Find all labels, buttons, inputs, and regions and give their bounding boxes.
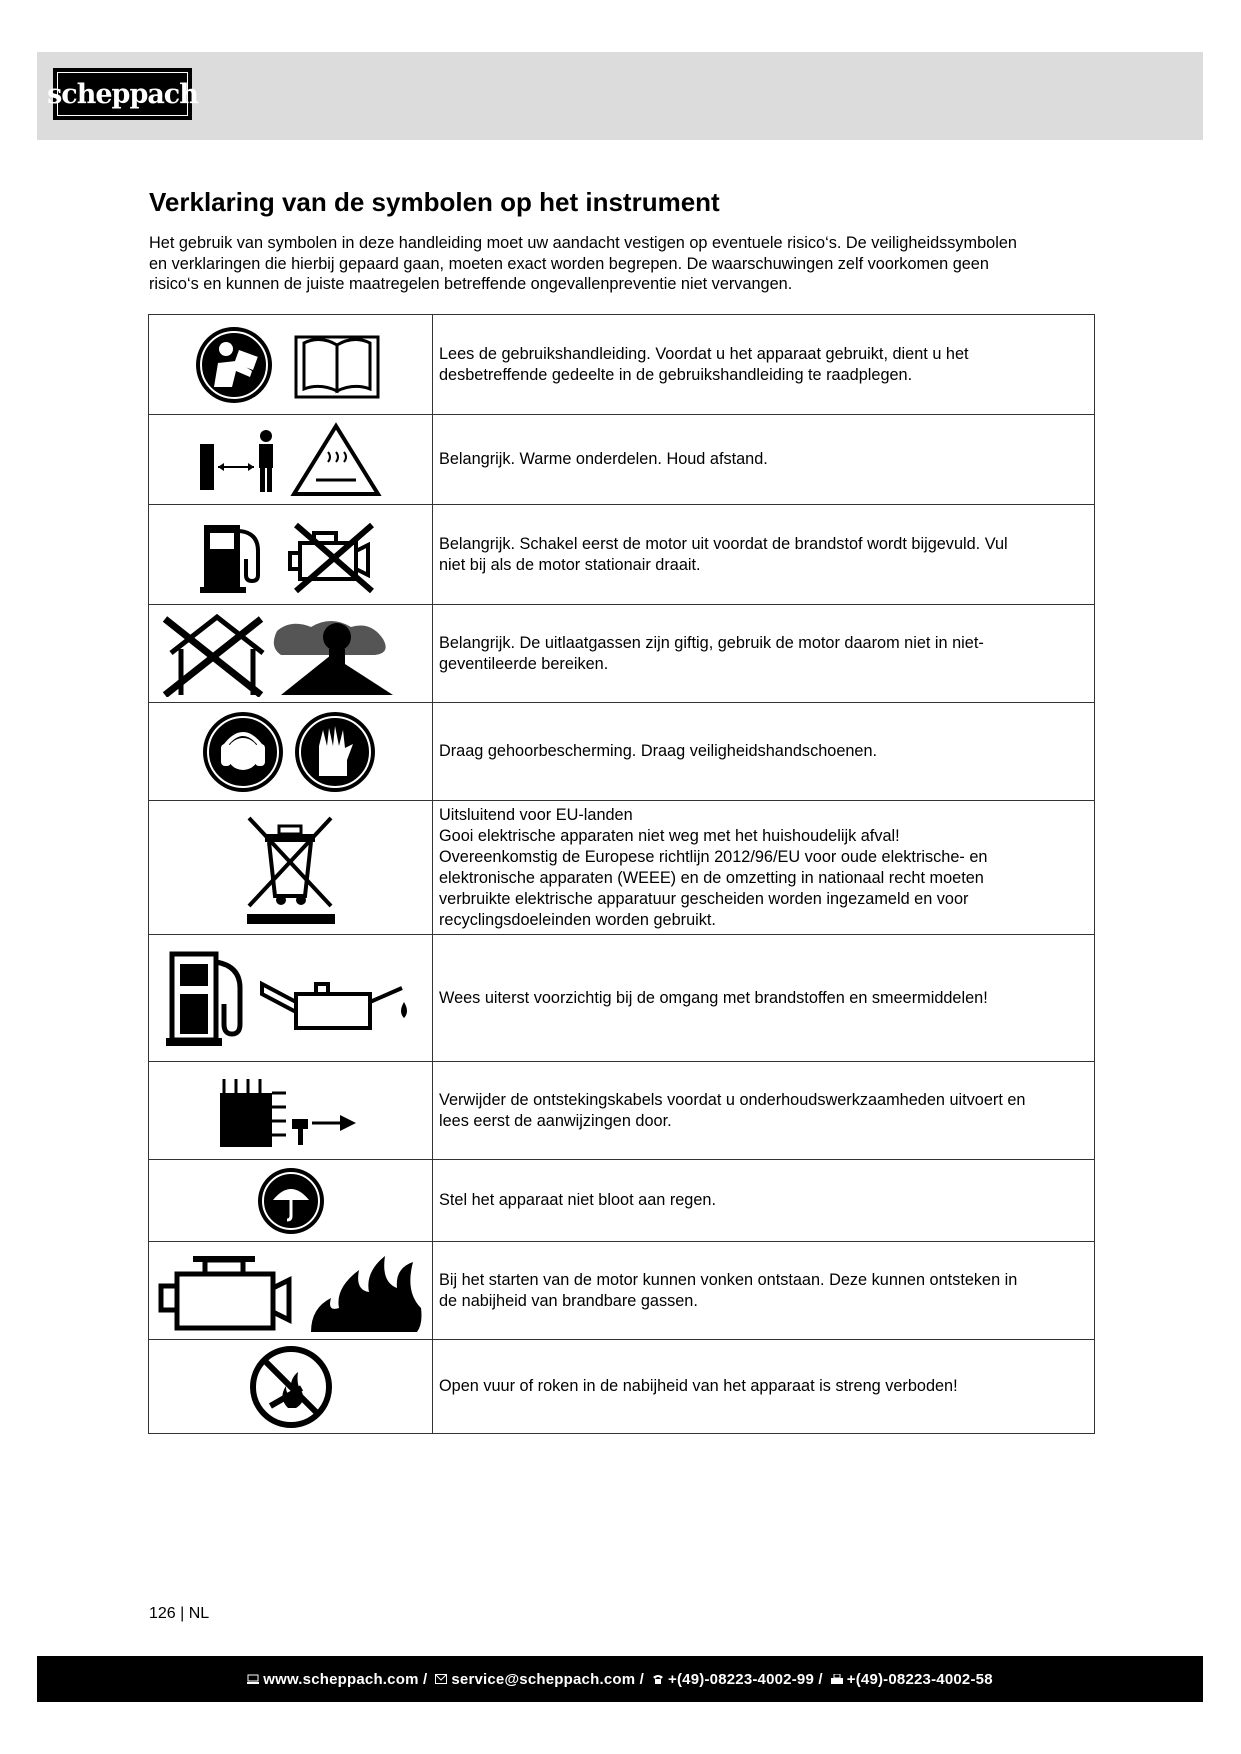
description-line: desbetreffende gedeelte in de gebruikshandleiding te raadplegen.	[439, 365, 913, 384]
description-line: elektronische apparaten (WEEE) en de omzetting in nationaal recht moeten	[439, 868, 984, 887]
fuel-pump-icon	[196, 515, 386, 595]
open-book-icon	[296, 337, 378, 397]
description-line: Uitsluitend voor EU-landen	[439, 805, 633, 824]
icon-cell	[149, 605, 433, 703]
description-cell	[433, 1242, 1095, 1340]
description-line: Belangrijk. Schakel eerst de motor uit voordat de brandstof wordt bijgevuld. Vul	[439, 534, 1008, 553]
icon-cell	[149, 935, 433, 1062]
description-cell	[433, 315, 1095, 415]
no-rain-umbrella-icon	[256, 1166, 326, 1236]
description-cell	[433, 1160, 1095, 1242]
keep-distance-icon	[196, 422, 386, 498]
description-line: niet bij als de motor stationair draait.	[439, 555, 701, 574]
table-row	[149, 1242, 1095, 1340]
description-line: geventileerde bereiken.	[439, 654, 609, 673]
engine-crossed-icon	[290, 525, 372, 591]
table-row	[149, 605, 1095, 703]
icon-cell	[149, 1062, 433, 1160]
icon-cell	[149, 801, 433, 935]
no-open-flame-icon	[250, 1346, 332, 1428]
description-line: recyclingsdoeleinden worden gebruikt.	[439, 910, 716, 929]
footer-email-link[interactable]: service@scheppach.com /	[451, 1670, 645, 1688]
no-indoor-use-icon	[161, 611, 421, 697]
footer-fax: +(49)-08223-4002-58	[846, 1670, 993, 1688]
phone-icon	[652, 1674, 664, 1684]
icon-cell	[149, 1160, 433, 1242]
disconnect-spark-plug-icon	[206, 1071, 376, 1151]
symbol-table	[148, 314, 1095, 1434]
table-row	[149, 1160, 1095, 1242]
description-line: Verwijder de ontstekingskabels voordat u onderhoudswerkzaamheden uitvoert en	[439, 1090, 1026, 1109]
icon-cell	[149, 1242, 433, 1340]
logo-text: scheppach	[57, 72, 188, 116]
footer-website-link[interactable]: www.scheppach.com /	[263, 1670, 428, 1688]
read-manual-icon	[196, 325, 386, 405]
scheppach-logo	[47, 68, 198, 120]
engine-icon	[155, 1248, 427, 1334]
description-line: Draag gehoorbescherming. Draag veiligheidshandschoenen.	[439, 742, 878, 760]
description-line: de nabijheid van brandbare gassen.	[439, 1291, 698, 1310]
page-title: Verklaring van de symbolen op het instrument	[149, 187, 720, 217]
weee-crossed-bin-icon	[241, 810, 341, 926]
description-line: Open vuur of roken in de nabijheid van het apparaat is streng verboden!	[439, 1377, 958, 1395]
description-line: Lees de gebruikshandleiding. Voordat u het apparaat gebruikt, dient u het	[439, 344, 969, 363]
description-cell	[433, 1062, 1095, 1160]
description-line: Stel het apparaat niet bloot aan regen.	[439, 1191, 716, 1209]
description-line: Gooi elektrische apparaten niet weg met het huishoudelijk afval!	[439, 826, 900, 845]
description-cell	[433, 1340, 1095, 1434]
icon-cell	[149, 1340, 433, 1434]
description-line: Bij het starten van de motor kunnen vonken ontstaan. Deze kunnen ontsteken in	[439, 1270, 1018, 1289]
table-row	[149, 415, 1095, 505]
table-row	[149, 505, 1095, 605]
icon-cell	[149, 505, 433, 605]
fire-icon	[311, 1256, 422, 1332]
description-line: verbruikte elektrische apparatuur gescheiden worden ingezameld en voor	[439, 889, 969, 908]
hot-surface-warning-icon	[294, 426, 378, 494]
table-row	[149, 315, 1095, 415]
table-row	[149, 1062, 1095, 1160]
intro-line: risico‘s en kunnen de juiste maatregelen betreffende ongevallenpreventie niet vervangen.	[149, 275, 793, 293]
icon-cell	[149, 315, 433, 415]
footer-bar	[37, 1656, 1203, 1702]
safety-gloves-icon	[295, 712, 375, 792]
table-row	[149, 935, 1095, 1062]
description-line: Belangrijk. De uitlaatgassen zijn giftig, gebruik de motor daarom niet in niet-	[439, 633, 984, 652]
table-row	[149, 1340, 1095, 1434]
description-cell	[433, 505, 1095, 605]
description-line: lees eerst de aanwijzingen door.	[439, 1111, 672, 1130]
description-line: Belangrijk. Warme onderdelen. Houd afstand.	[439, 450, 768, 468]
footer-phone: +(49)-08223-4002-99 /	[668, 1670, 823, 1688]
page-number: 126 | NL	[149, 1605, 210, 1622]
description-cell	[433, 703, 1095, 801]
description-cell	[433, 801, 1095, 935]
computer-icon	[247, 1674, 259, 1684]
table-row	[149, 801, 1095, 935]
description-cell	[433, 415, 1095, 505]
description-cell	[433, 605, 1095, 703]
fuel-pump-icon	[166, 948, 416, 1048]
description-cell	[433, 935, 1095, 1062]
hearing-protection-icon	[201, 710, 381, 794]
intro-paragraph	[149, 233, 1099, 295]
description-line: Overeenkomstig de Europese richtlijn 2012/96/EU voor oude elektrische- en	[439, 847, 988, 866]
icon-cell	[149, 703, 433, 801]
fax-icon	[831, 1674, 843, 1684]
table-row	[149, 703, 1095, 801]
toxic-exhaust-icon	[273, 621, 392, 695]
intro-line: Het gebruik van symbolen in deze handleiding moet uw aandacht vestigen op eventuele risico‘s. De veiligheidssymbolen	[149, 234, 1017, 252]
icon-cell	[149, 415, 433, 505]
mail-icon	[435, 1674, 447, 1684]
oil-can-icon	[262, 984, 407, 1028]
intro-line: en verklaringen die hierbij gepaard gaan, moeten exact worden begrepen. De waarschuwingen zelf voorkomen geen	[149, 254, 989, 273]
header-band	[37, 52, 1203, 140]
description-line: Wees uiterst voorzichtig bij de omgang met brandstoffen en smeermiddelen!	[439, 988, 988, 1007]
